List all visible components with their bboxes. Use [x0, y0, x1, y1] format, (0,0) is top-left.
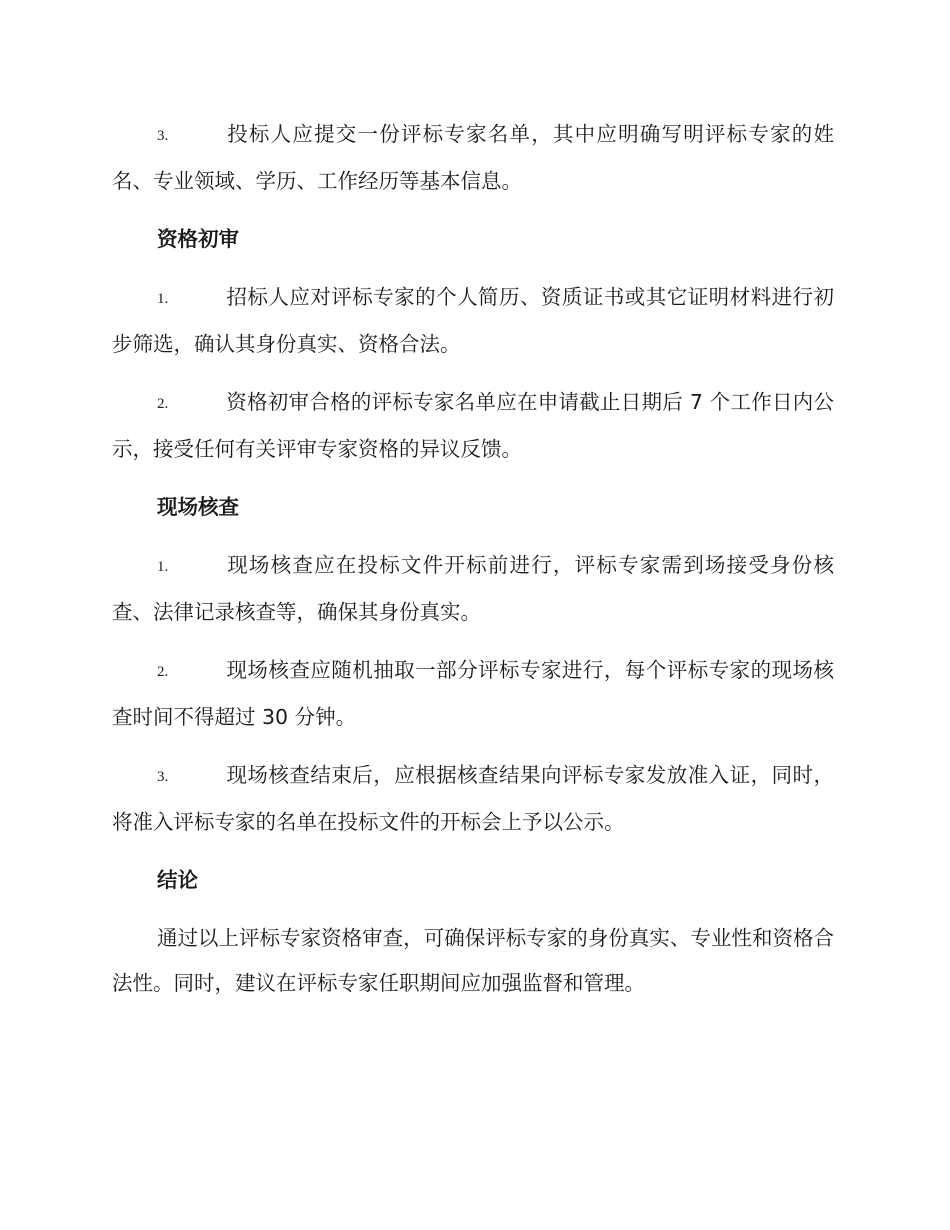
section-heading: 现场核查 [157, 495, 239, 519]
list-item [112, 648, 834, 740]
list-item [112, 275, 834, 367]
list-item [112, 543, 834, 635]
list-item-text: 现场核查应在投标文件开标前进行，评标专家需到场接受身份核查、法律记录核查等，确保其身份真实。 [112, 553, 834, 624]
list-number: 2. [157, 396, 169, 412]
list-item [112, 753, 834, 845]
list-item [112, 112, 834, 204]
list-item-text: 现场核查应随机抽取一部分评标专家进行，每个评标专家的现场核查时间不得超过 30 分钟。 [112, 658, 834, 729]
list-item-text: 资格初审合格的评标专家名单应在申请截止日期后 7 个工作日内公示，接受任何有关评审专家资格的异议反馈。 [112, 390, 834, 461]
list-item-text: 现场核查结束后，应根据核查结果向评标专家发放准入证，同时，将准入评标专家的名单在投标文件的开标会上予以公示。 [112, 763, 834, 834]
section-heading: 资格初审 [157, 227, 239, 251]
list-number: 1. [157, 559, 169, 575]
conclusion-paragraph: 通过以上评标专家资格审查，可确保评标专家的身份真实、专业性和资格合法性。同时，建议在评标专家任职期间应加强监督和管理。 [112, 926, 834, 995]
list-number: 2. [157, 664, 169, 680]
document-page [112, 112, 834, 1019]
list-item-text: 招标人应对评标专家的个人简历、资质证书或其它证明材料进行初步筛选，确认其身份真实、资格合法。 [112, 285, 834, 356]
list-number: 3. [157, 769, 169, 785]
list-item-text: 投标人应提交一份评标专家名单，其中应明确写明评标专家的姓名、专业领域、学历、工作经历等基本信息。 [112, 122, 834, 193]
list-item [112, 380, 834, 472]
section-heading: 结论 [157, 868, 198, 892]
list-number: 3. [157, 128, 169, 144]
list-number: 1. [157, 291, 169, 307]
